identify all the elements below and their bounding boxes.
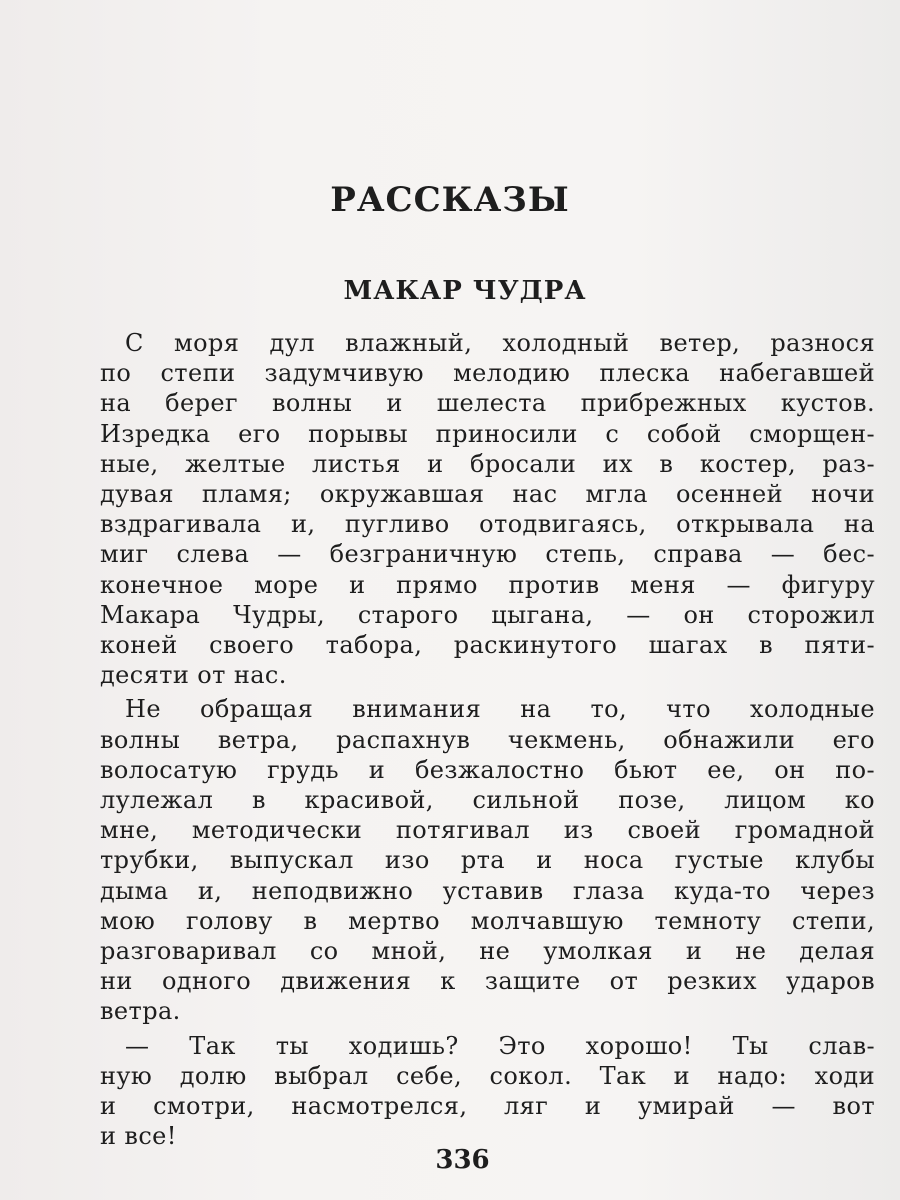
text-line: разговаривал со мной, не умолкая и не делая <box>100 937 875 966</box>
text-line: коней своего табора, раскинутого шагах в пяти- <box>100 631 875 660</box>
text-line: волны ветра, распахнув чекмень, обнажили его <box>100 725 875 754</box>
text-line: С моря дул влажный, холодный ветер, разнося <box>125 329 875 357</box>
text-line: трубки, выпускал изо рта и носа густые клубы <box>100 846 875 875</box>
text-line: вздрагивала и, пугливо отодвигаясь, открывала на <box>100 510 875 539</box>
paragraph <box>100 694 875 1026</box>
paragraph <box>100 328 875 690</box>
text-line: Изредка его порывы приносили с собой сморщен- <box>100 419 875 448</box>
text-line: миг слева — безграничную степь, справа — бес- <box>100 540 875 569</box>
text-line: — Так ты ходишь? Это хорошо! Ты слав- <box>125 1031 875 1060</box>
paragraph <box>100 1031 875 1152</box>
text-line: Макара Чудры, старого цыгана, — он сторожил <box>100 600 875 629</box>
text-line: конечное море и прямо против меня — фигуру <box>100 570 875 599</box>
text-line: по степи задумчивую мелодию плеска набегавшей <box>100 359 875 388</box>
text-line: ные, желтые листья и бросали их в костер, раз- <box>100 449 875 478</box>
text-line: мне, методически потягивал из своей громадной <box>100 816 875 845</box>
story-text <box>100 328 875 1151</box>
text-line: мою голову в мертво молчавшую темноту степи, <box>100 906 875 935</box>
text-line: Не обращая внимания на то, что холодные <box>125 695 875 724</box>
text-line: волосатую грудь и безжалостно бьют ее, он по- <box>100 755 875 784</box>
text-line: дыма и, неподвижно уставив глаза куда-то через <box>100 876 875 905</box>
text-line: и смотри, насмотрелся, ляг и умирай — вот <box>100 1092 875 1121</box>
section-title: РАССКАЗЫ <box>330 180 570 220</box>
story-title: МАКАР ЧУДРА <box>343 276 587 306</box>
page-number: 336 <box>435 1145 490 1175</box>
text-line: и все! <box>100 1122 177 1151</box>
text-line: дувая пламя; окружавшая нас мгла осенней ночи <box>100 480 875 509</box>
text-line: десяти от нас. <box>100 661 287 690</box>
text-line: лулежал в красивой, сильной позе, лицом ко <box>100 786 875 815</box>
text-line: ную долю выбрал себе, сокол. Так и надо: ходи <box>100 1061 875 1090</box>
text-line: на берег волны и шелеста прибрежных кустов. <box>100 389 875 418</box>
text-line: ветра. <box>100 997 181 1026</box>
text-line: ни одного движения к защите от резких ударов <box>100 967 875 996</box>
